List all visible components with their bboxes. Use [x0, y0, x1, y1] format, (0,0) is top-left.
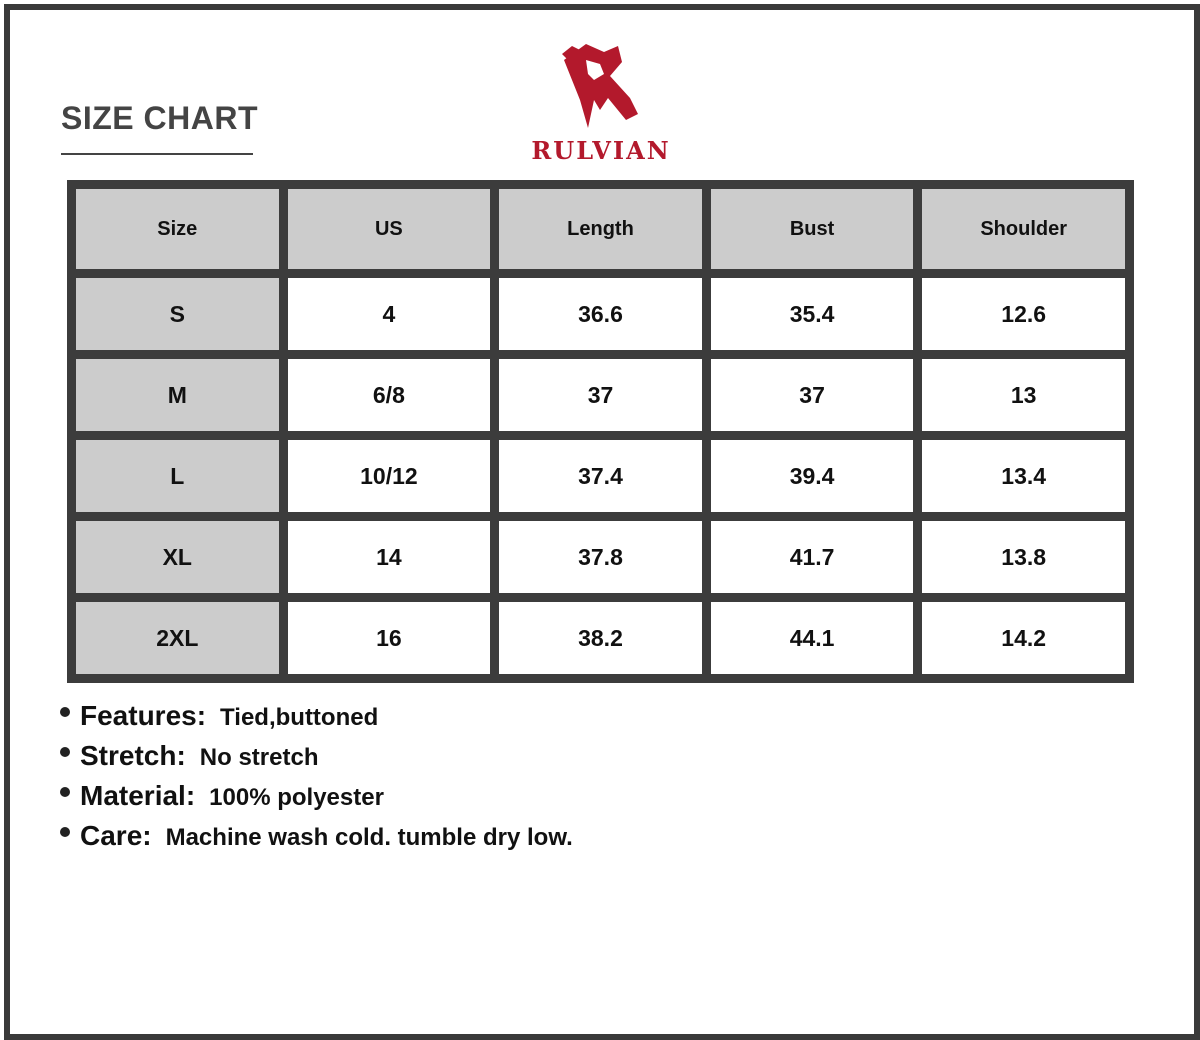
- header-us: US: [288, 189, 491, 269]
- bust-cell: 44.1: [711, 602, 914, 674]
- us-cell: 6/8: [288, 359, 491, 431]
- us-cell: 10/12: [288, 440, 491, 512]
- us-cell: 4: [288, 278, 491, 350]
- page-title: SIZE CHART: [61, 100, 258, 136]
- length-cell: 37.4: [499, 440, 702, 512]
- spec-label: Features:: [80, 700, 207, 731]
- size-cell: M: [76, 359, 279, 431]
- size-table: [67, 180, 1134, 683]
- gothic-r-logo-icon: [560, 40, 642, 130]
- table-row: [76, 440, 1125, 512]
- header-bust: Bust: [711, 189, 914, 269]
- table-row: [76, 602, 1125, 674]
- size-cell: S: [76, 278, 279, 350]
- bullet-icon: [60, 787, 70, 797]
- header-shoulder: Shoulder: [922, 189, 1125, 269]
- spec-label: Care:: [80, 820, 152, 851]
- title-underline: [61, 153, 253, 155]
- bust-cell: 41.7: [711, 521, 914, 593]
- brand-logo: [520, 40, 682, 165]
- shoulder-cell: 12.6: [922, 278, 1125, 350]
- length-cell: 38.2: [499, 602, 702, 674]
- size-cell: L: [76, 440, 279, 512]
- table-row: [76, 521, 1125, 593]
- header-length: Length: [499, 189, 702, 269]
- spec-features: [60, 700, 573, 740]
- header-size: Size: [76, 189, 279, 269]
- product-specs: [60, 700, 573, 860]
- us-cell: 16: [288, 602, 491, 674]
- table-row: [76, 359, 1125, 431]
- size-cell: XL: [76, 521, 279, 593]
- spec-label: Material:: [80, 780, 196, 811]
- spec-stretch: [60, 740, 573, 780]
- brand-name: RULVIAN: [531, 136, 671, 165]
- size-cell: 2XL: [76, 602, 279, 674]
- bullet-icon: [60, 747, 70, 757]
- length-cell: 37.8: [499, 521, 702, 593]
- spec-label: Stretch:: [80, 740, 186, 771]
- bullet-icon: [60, 827, 70, 837]
- shoulder-cell: 14.2: [922, 602, 1125, 674]
- table-row: [76, 278, 1125, 350]
- table-header-row: [76, 189, 1125, 269]
- shoulder-cell: 13.8: [922, 521, 1125, 593]
- us-cell: 14: [288, 521, 491, 593]
- spec-material: [60, 780, 573, 820]
- bust-cell: 37: [711, 359, 914, 431]
- spec-care: [60, 820, 573, 860]
- bust-cell: 35.4: [711, 278, 914, 350]
- spec-value: 100% polyester: [209, 784, 384, 811]
- length-cell: 36.6: [499, 278, 702, 350]
- length-cell: 37: [499, 359, 702, 431]
- bust-cell: 39.4: [711, 440, 914, 512]
- spec-value: No stretch: [199, 744, 319, 771]
- spec-value: Machine wash cold. tumble dry low.: [165, 824, 573, 851]
- spec-value: Tied,buttoned: [220, 704, 379, 731]
- shoulder-cell: 13.4: [922, 440, 1125, 512]
- shoulder-cell: 13: [922, 359, 1125, 431]
- bullet-icon: [60, 707, 70, 717]
